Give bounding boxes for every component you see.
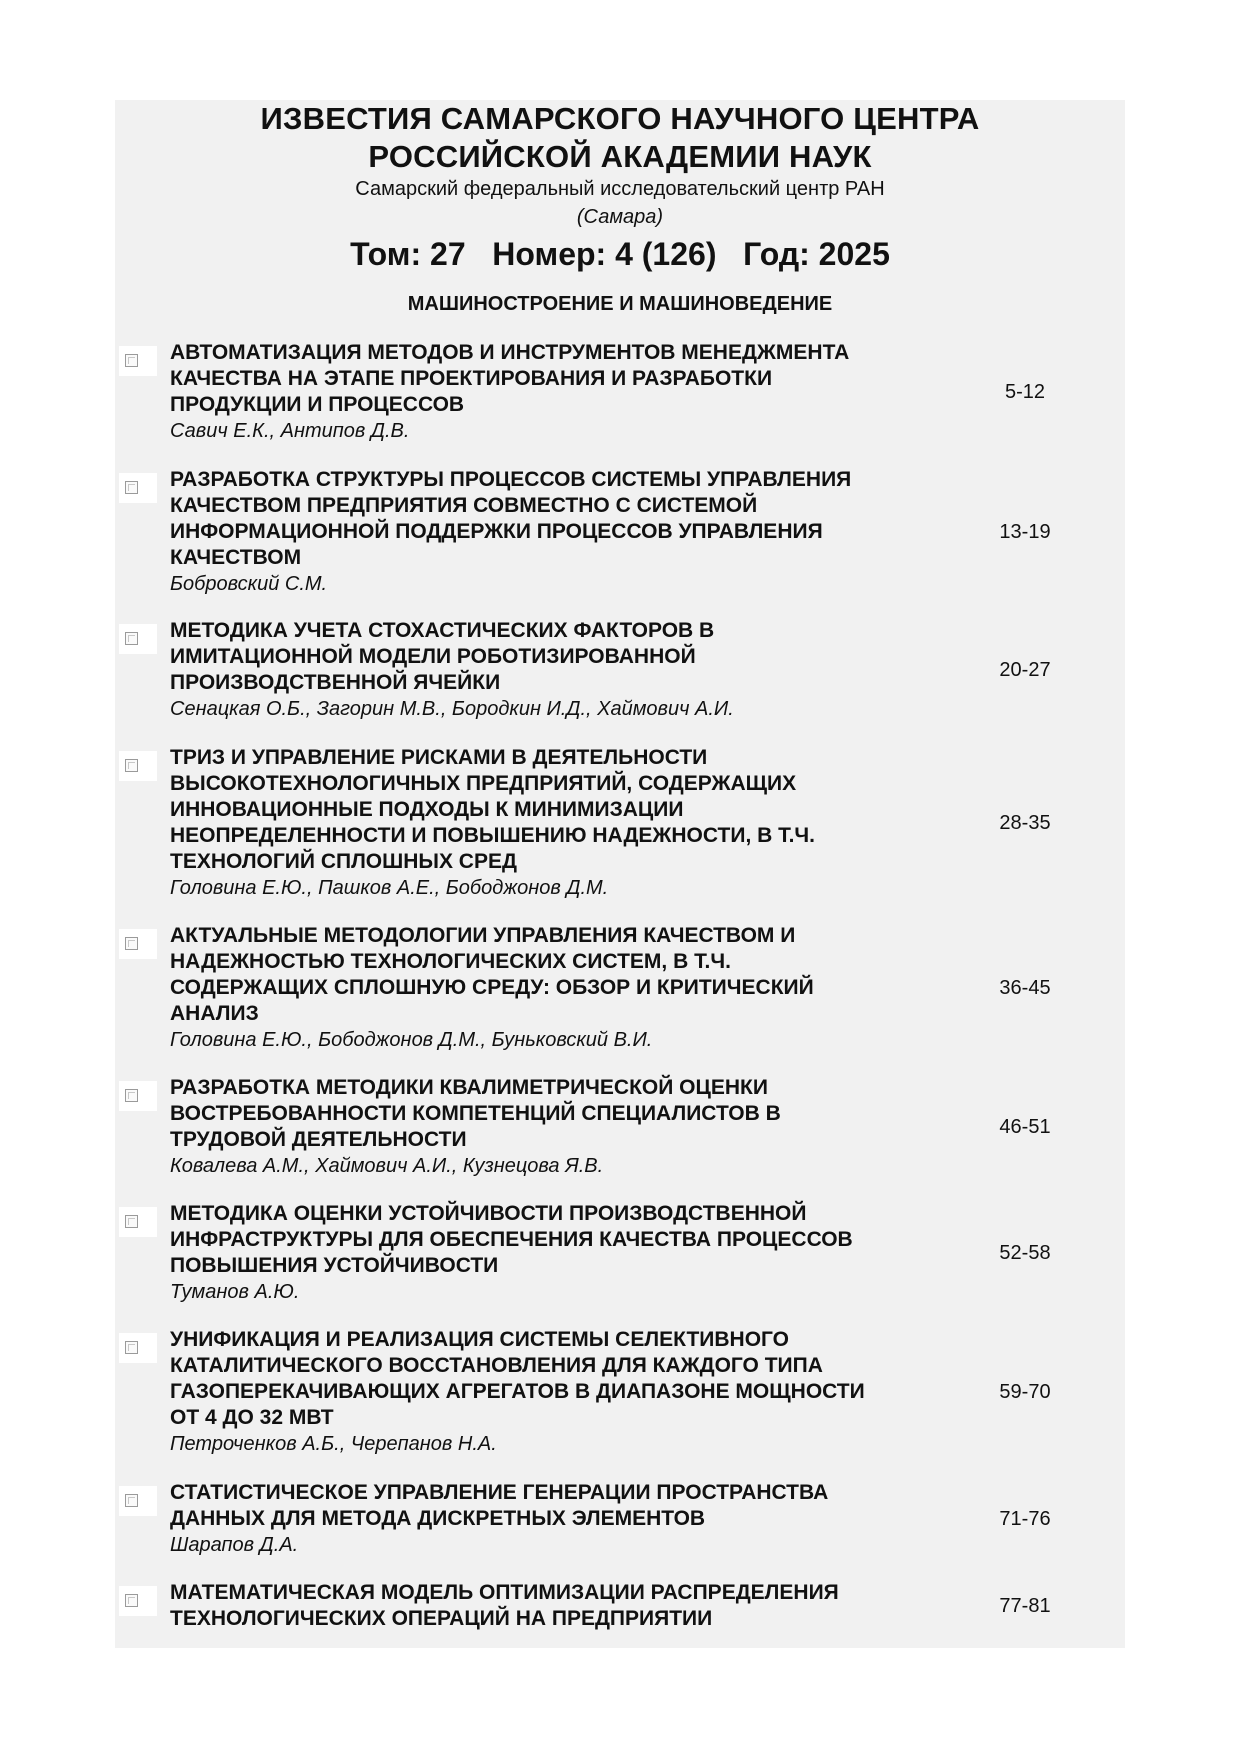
article-pages: 52-58 — [999, 1242, 1051, 1264]
article-title-line: СОДЕРЖАЩИХ СПЛОШНУЮ СРЕДУ: ОБЗОР И КРИТИЧЕСКИЙ — [170, 976, 814, 999]
article-title-line: ПРОДУКЦИИ И ПРОЦЕССОВ — [170, 393, 465, 416]
checkbox-icon — [125, 1089, 138, 1102]
article-title-line: КАЧЕСТВОМ ПРЕДПРИЯТИЯ СОВМЕСТНО С СИСТЕМОЙ — [170, 494, 758, 517]
article-authors: Сенацкая О.Б., Загорин М.В., Бородкин И.Д., Хаймович А.И. — [170, 698, 734, 720]
article-title-line: ТЕХНОЛОГИЧЕСКИХ ОПЕРАЦИЙ НА ПРЕДПРИЯТИИ — [170, 1607, 713, 1630]
article-title[interactable] — [170, 1580, 970, 1632]
journal-title-line-1: ИЗВЕСТИЯ САМАРСКОГО НАУЧНОГО ЦЕНТРА — [260, 101, 980, 136]
checkbox-icon — [125, 1494, 138, 1507]
article-title-line: ИННОВАЦИОННЫЕ ПОДХОДЫ К МИНИМИЗАЦИИ — [170, 798, 684, 821]
article-title-line: КАЧЕСТВОМ — [170, 546, 302, 569]
article-title-line: ГАЗОПЕРЕКАЧИВАЮЩИХ АГРЕГАТОВ В ДИАПАЗОНЕ МОЩНОСТИ — [170, 1380, 865, 1403]
article-title-line: ПРОИЗВОДСТВЕННОЙ ЯЧЕЙКИ — [170, 671, 501, 694]
publisher-name: Самарский федеральный исследовательский центр РАН — [355, 178, 885, 200]
article-title-line: ИНФОРМАЦИОННОЙ ПОДДЕРЖКИ ПРОЦЕССОВ УПРАВЛЕНИЯ — [170, 520, 823, 543]
checkbox-icon — [125, 759, 138, 772]
journal-title — [115, 100, 1125, 176]
article-authors: Петроченков А.Б., Черепанов Н.А. — [170, 1433, 497, 1455]
article-title-line: РАЗРАБОТКА МЕТОДИКИ КВАЛИМЕТРИЧЕСКОЙ ОЦЕНКИ — [170, 1076, 768, 1099]
article-pages: 59-70 — [999, 1381, 1051, 1403]
article-title[interactable] — [170, 340, 970, 418]
article-title-line: ВЫСОКОТЕХНОЛОГИЧНЫХ ПРЕДПРИЯТИЙ, СОДЕРЖАЩИХ — [170, 772, 797, 795]
article-authors: Ковалева А.М., Хаймович А.И., Кузнецова Я.В. — [170, 1155, 604, 1177]
article-title-line: ОТ 4 ДО 32 МВТ — [170, 1406, 334, 1429]
article-select-checkbox[interactable] — [119, 1081, 157, 1111]
article-title-line: АВТОМАТИЗАЦИЯ МЕТОДОВ И ИНСТРУМЕНТОВ МЕНЕДЖМЕНТА — [170, 341, 850, 364]
article-title-line: ТЕХНОЛОГИЙ СПЛОШНЫХ СРЕД — [170, 850, 517, 873]
article-title[interactable] — [170, 1480, 970, 1532]
article-select-checkbox[interactable] — [119, 1586, 157, 1616]
article-pages: 20-27 — [999, 659, 1051, 681]
article-authors: Бобровский С.М. — [170, 573, 328, 595]
article-select-checkbox[interactable] — [119, 751, 157, 781]
article-title[interactable] — [170, 1075, 970, 1153]
article-select-checkbox[interactable] — [119, 346, 157, 376]
publisher-city: (Самара) — [576, 206, 664, 228]
article-authors: Туманов А.Ю. — [170, 1281, 300, 1303]
article-title[interactable] — [170, 1327, 970, 1431]
article-pages: 36-45 — [999, 977, 1051, 999]
article-authors: Головина Е.Ю., Пашков А.Е., Бободжонов Д.М. — [170, 877, 609, 899]
article-pages: 46-51 — [999, 1116, 1051, 1138]
article-title[interactable] — [170, 618, 970, 696]
checkbox-icon — [125, 937, 138, 950]
article-title-line: ПОВЫШЕНИЯ УСТОЙЧИВОСТИ — [170, 1254, 499, 1277]
checkbox-icon — [125, 1341, 138, 1354]
article-title-line: СТАТИСТИЧЕСКОЕ УПРАВЛЕНИЕ ГЕНЕРАЦИИ ПРОСТРАНСТВА — [170, 1481, 829, 1504]
section-title: МАШИНОСТРОЕНИЕ И МАШИНОВЕДЕНИЕ — [407, 293, 833, 315]
article-title-line: ИМИТАЦИОННОЙ МОДЕЛИ РОБОТИЗИРОВАННОЙ — [170, 645, 696, 668]
article-title-line: МЕТОДИКА ОЦЕНКИ УСТОЙЧИВОСТИ ПРОИЗВОДСТВЕННОЙ — [170, 1202, 807, 1225]
article-title-line: КАТАЛИТИЧЕСКОГО ВОССТАНОВЛЕНИЯ ДЛЯ КАЖДОГО ТИПА — [170, 1354, 823, 1377]
article-title-line: ИНФРАСТРУКТУРЫ ДЛЯ ОБЕСПЕЧЕНИЯ КАЧЕСТВА ПРОЦЕССОВ — [170, 1228, 853, 1251]
article-pages: 28-35 — [999, 812, 1051, 834]
article-title-line: КАЧЕСТВА НА ЭТАПЕ ПРОЕКТИРОВАНИЯ И РАЗРАБОТКИ — [170, 367, 773, 390]
checkbox-icon — [125, 354, 138, 367]
issue-info: Том: 27 Номер: 4 (126) Год: 2025 — [350, 236, 890, 272]
article-title-line: АНАЛИЗ — [170, 1002, 259, 1025]
article-select-checkbox[interactable] — [119, 929, 157, 959]
journal-title-line-2: РОССИЙСКОЙ АКАДЕМИИ НАУК — [368, 139, 872, 174]
article-title-line: РАЗРАБОТКА СТРУКТУРЫ ПРОЦЕССОВ СИСТЕМЫ УПРАВЛЕНИЯ — [170, 468, 852, 491]
checkbox-icon — [125, 1594, 138, 1607]
article-pages: 5-12 — [1004, 381, 1046, 403]
article-title-line: НЕОПРЕДЕЛЕННОСТИ И ПОВЫШЕНИЮ НАДЕЖНОСТИ, В Т.Ч. — [170, 824, 816, 847]
article-title-line: ВОСТРЕБОВАННОСТИ КОМПЕТЕНЦИЙ СПЕЦИАЛИСТОВ В — [170, 1102, 781, 1125]
article-select-checkbox[interactable] — [119, 1207, 157, 1237]
checkbox-icon — [125, 481, 138, 494]
article-title[interactable] — [170, 745, 970, 875]
article-title-line: МЕТОДИКА УЧЕТА СТОХАСТИЧЕСКИХ ФАКТОРОВ В — [170, 619, 715, 642]
article-title-line: ТРИЗ И УПРАВЛЕНИЕ РИСКАМИ В ДЕЯТЕЛЬНОСТИ — [170, 746, 708, 769]
article-select-checkbox[interactable] — [119, 1333, 157, 1363]
article-title[interactable] — [170, 467, 970, 571]
article-title-line: УНИФИКАЦИЯ И РЕАЛИЗАЦИЯ СИСТЕМЫ СЕЛЕКТИВНОГО — [170, 1328, 789, 1351]
article-title-line: АКТУАЛЬНЫЕ МЕТОДОЛОГИИ УПРАВЛЕНИЯ КАЧЕСТВОМ И — [170, 924, 796, 947]
article-select-checkbox[interactable] — [119, 1486, 157, 1516]
article-authors: Шарапов Д.А. — [170, 1534, 299, 1556]
article-title-line: НАДЕЖНОСТЬЮ ТЕХНОЛОГИЧЕСКИХ СИСТЕМ, В Т.Ч. — [170, 950, 731, 973]
article-select-checkbox[interactable] — [119, 473, 157, 503]
article-authors: Савич Е.К., Антипов Д.В. — [170, 420, 410, 442]
article-pages: 13-19 — [999, 521, 1051, 543]
checkbox-icon — [125, 632, 138, 645]
article-select-checkbox[interactable] — [119, 624, 157, 654]
article-pages: 71-76 — [999, 1508, 1051, 1530]
article-authors: Головина Е.Ю., Бободжонов Д.М., Буньковский В.И. — [170, 1029, 653, 1051]
article-pages: 77-81 — [999, 1595, 1051, 1617]
article-title-line: МАТЕМАТИЧЕСКАЯ МОДЕЛЬ ОПТИМИЗАЦИИ РАСПРЕДЕЛЕНИЯ — [170, 1581, 839, 1604]
article-title[interactable] — [170, 923, 970, 1027]
article-title[interactable] — [170, 1201, 970, 1279]
article-title-line: ТРУДОВОЙ ДЕЯТЕЛЬНОСТИ — [170, 1128, 467, 1151]
checkbox-icon — [125, 1215, 138, 1228]
article-title-line: ДАННЫХ ДЛЯ МЕТОДА ДИСКРЕТНЫХ ЭЛЕМЕНТОВ — [170, 1507, 706, 1530]
